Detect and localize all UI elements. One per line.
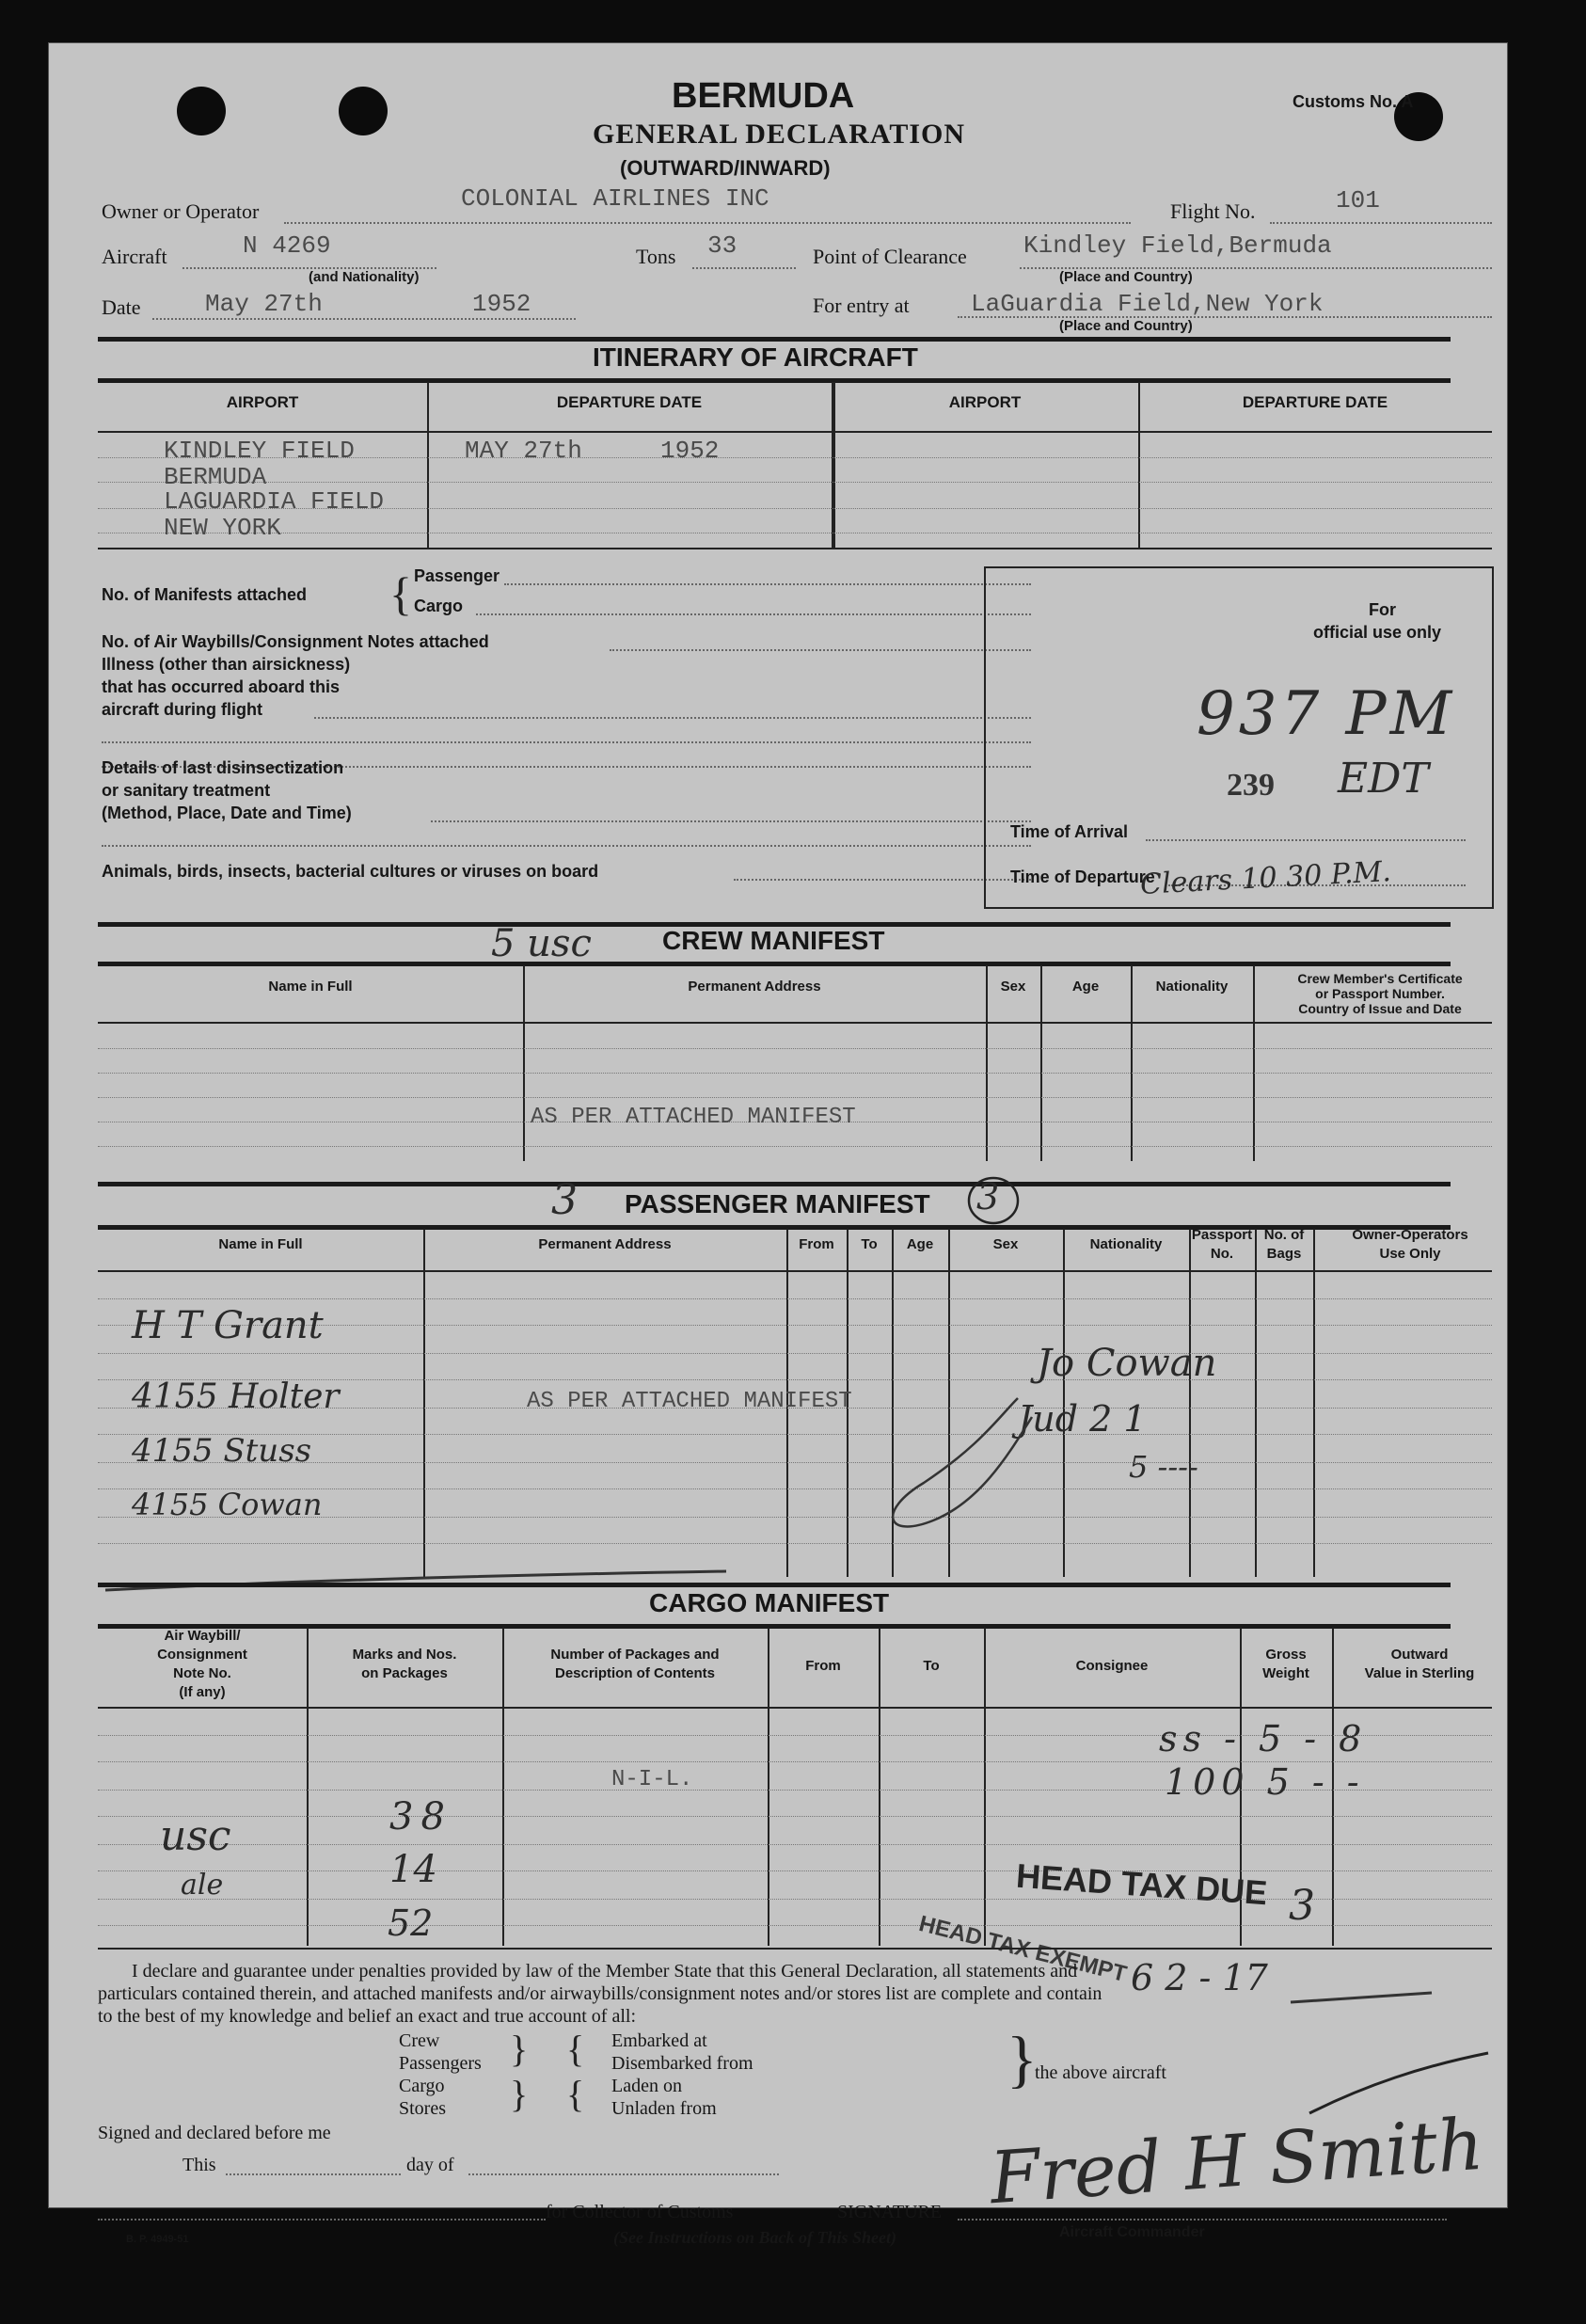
crew-col-sex: Sex bbox=[1000, 979, 1026, 995]
date-label: Date bbox=[102, 295, 141, 319]
passenger-col-address: Permanent Address bbox=[538, 1236, 672, 1252]
cargo-hand-mark-1: 38 bbox=[389, 1795, 452, 1839]
illness-line-1: Illness (other than airsickness) bbox=[102, 655, 351, 674]
cargo-col-waybill-1: Air Waybill/ bbox=[164, 1628, 241, 1644]
passenger-col-bags-2: Bags bbox=[1266, 1246, 1302, 1262]
cargo-col-value-2: Value in Sterling bbox=[1364, 1665, 1475, 1681]
commander-signature: Fred H Smith bbox=[987, 2101, 1486, 2221]
manifest-cargo: Cargo bbox=[414, 597, 464, 615]
official-hand-time: 937 PM bbox=[1197, 679, 1456, 749]
crew-col-age: Age bbox=[1071, 979, 1100, 995]
signature-label: SIGNATURE bbox=[837, 2202, 943, 2222]
declaration-left-3: Cargo bbox=[399, 2076, 445, 2096]
crew-col-address: Permanent Address bbox=[688, 979, 821, 995]
aircraft-value: N 4269 bbox=[243, 231, 331, 260]
declaration-left-2: Passengers bbox=[399, 2053, 482, 2074]
official-hand-departure: Clears 10 30 P.M. bbox=[1139, 855, 1392, 901]
illness-line-3: aircraft during flight bbox=[102, 700, 262, 719]
passenger-col-from: From bbox=[799, 1236, 834, 1252]
cargo-hand-mark-2: 14 bbox=[389, 1848, 437, 1891]
collector-label: for Collector of Customs bbox=[546, 2202, 734, 2222]
passenger-col-age: Age bbox=[906, 1236, 934, 1252]
cargo-hand-mark-3: 52 bbox=[388, 1902, 434, 1944]
signed-label: Signed and declared before me bbox=[98, 2123, 331, 2143]
date-year: 1952 bbox=[472, 290, 531, 318]
official-hand-zone: EDT bbox=[1338, 755, 1429, 803]
official-title-2: official use only bbox=[1313, 623, 1442, 642]
passenger-hand-right-2: Jud 2 1 bbox=[1018, 1398, 1147, 1440]
crew-title: CREW MANIFEST bbox=[662, 926, 885, 955]
cargo-col-from: From bbox=[805, 1658, 841, 1674]
head-tax-exempt-value: 6 2 - 17 bbox=[1131, 1957, 1268, 1998]
passenger-hand-right-3: 5 ---- bbox=[1129, 1449, 1198, 1485]
owner-label: Owner or Operator bbox=[102, 199, 260, 223]
passenger-col-owner-2: Use Only bbox=[1379, 1246, 1441, 1262]
cargo-col-waybill-3: Note No. bbox=[173, 1665, 231, 1681]
cargo-hand-consignee-2: 100 5 - - bbox=[1165, 1761, 1365, 1803]
passenger-hand-row-2: 4155 Holter bbox=[132, 1377, 340, 1416]
punch-hole bbox=[339, 87, 388, 135]
clearance-label: Point of Clearance bbox=[813, 245, 967, 268]
tons-value: 33 bbox=[707, 231, 737, 260]
waybills-label: No. of Air Waybills/Consignment Notes attached bbox=[102, 632, 489, 651]
owner-value: COLONIAL AIRLINES INC bbox=[461, 184, 769, 213]
punch-hole bbox=[177, 87, 226, 135]
declaration-sheet: BERMUDA GENERAL DECLARATION (OUTWARD/INWARD) Customs No. A Owner or Operator COLONIAL AIRLINES INC Flight No. 101 Aircraft N 4269 (and Nationality) Tons 33 Point of Clearance Kindley Field,Bermuda (Place and Country) Date May 27th 1952 For entry at LaGuardia Field,New York (Place and Country) ITINERARY OF AIRCRAFT AIRPORT DEPARTURE DATE AIRPORT DEPARTURE DATE KINDLEY FIELD BERMUDA LAGUARDIA FIELD NEW YORK MAY 27th 1952 No. of Manifests attached { Passenger Cargo No. of Air Waybills/Consignment Notes attached Illness (other than airsickness) that has occurred aboard this aircraft during flight Details of last disinsectization or sanitary treatment (Method, Place, Date and Time) Animals, birds, insects, bacterial cultures or viruses on board For official use only 937 PM 239 EDT Time of Arrival Time of Departure Clears 10 30 P.M. 5 usc CREW MANIFEST Name in Full Permanent Address Sex Age Nationality Crew Member's Certificate or Passport Number. Country of Issue and Date AS PER ATTACHED MANIFEST 3 PASSENGER MANIFEST 3 Name in Full Permanent Address From To Age Sex Nationality Passport No. No. of Bags Owner-Operators Use Only AS PER ATTACHED MANIFEST H T Grant 4155 Holter 4155 Stuss 4155 Cowan Jo Cowan Jud 2 1 5 ---- CARGO MANIFEST Air Waybill/ Consignment Note No. (If any) Marks and Nos. on Packages Number of Packages and Description of Contents From To Consignee Gross Weight Outward Value in Sterling N-I-L. 38 14 52 usc ale ss - 5 - 8 100 5 - - HEAD TAX DUE 3 HEAD TAX EXEMPT 6 2 - 17 I declare and guarantee under penalties provided by law of the Member State that this General Declaration, all statements and particulars contained therein, and attached manifests and/or airwaybills/consignment notes and/or stores list are complete and contain to the best of my knowledge and belief an exact and true account of all: Crew Passengers Cargo Stores } } { { Embarked at Disembarked from Laden on Unladen from } the above aircraft Signed and declared before me This day of for Collector of Customs SIGNATURE Fred H Smith Aircraft Commander (See Instructions on Back of This Sheet) B. P. 4949-51 bbox=[49, 43, 1507, 2207]
signature-loop bbox=[867, 1379, 1093, 1539]
cargo-nil: N-I-L. bbox=[611, 1767, 693, 1792]
crew-col-cert-1: Crew Member's Certificate bbox=[1297, 971, 1463, 986]
instructions: (See Instructions on Back of This Sheet) bbox=[613, 2228, 897, 2247]
cargo-col-waybill-4: (If any) bbox=[179, 1684, 226, 1700]
passenger-hand-row-1: H T Grant bbox=[132, 1304, 324, 1347]
passenger-col-nationality: Nationality bbox=[1089, 1236, 1163, 1252]
declaration-left-1: Crew bbox=[399, 2030, 440, 2051]
passenger-hand-circled: 3 bbox=[976, 1176, 1000, 1218]
flight-value: 101 bbox=[1336, 186, 1380, 215]
declaration-right-3: Laden on bbox=[611, 2076, 682, 2096]
commander-label: Aircraft Commander bbox=[1059, 2224, 1205, 2240]
signature-stroke bbox=[1309, 2047, 1498, 2123]
clearance-note: (Place and Country) bbox=[1059, 269, 1193, 285]
customs-number: Customs No. A bbox=[1293, 92, 1414, 111]
declaration-line-2: particulars contained therein, and attached manifests and/or airwaybills/consignment notes and/or stores list are complete and contain bbox=[98, 1983, 1102, 2004]
head-tax-due-value: 3 bbox=[1289, 1882, 1315, 1930]
manifests-label: No. of Manifests attached bbox=[102, 585, 308, 604]
head-tax-due-stamp: HEAD TAX DUE bbox=[1014, 1855, 1269, 1913]
passenger-col-passport-1: Passport bbox=[1191, 1227, 1253, 1243]
cargo-col-consignee: Consignee bbox=[1075, 1658, 1149, 1674]
manifest-passenger: Passenger bbox=[414, 566, 500, 585]
departure-label: Time of Departure bbox=[1010, 868, 1155, 886]
official-title-1: For bbox=[1369, 600, 1396, 619]
circle-mark bbox=[963, 1172, 1020, 1229]
declaration-left-4: Stores bbox=[399, 2098, 446, 2119]
form-number: B. P. 4949-51 bbox=[126, 2234, 189, 2245]
aircraft-label: Aircraft bbox=[102, 245, 167, 268]
illness-line-2: that has occurred aboard this bbox=[102, 677, 341, 696]
passenger-hand-row-3: 4155 Stuss bbox=[132, 1432, 312, 1470]
cargo-hand-left-2: ale bbox=[181, 1869, 224, 1902]
cargo-hand-consignee-1: ss - 5 - 8 bbox=[1159, 1718, 1368, 1759]
crew-col-name: Name in Full bbox=[268, 979, 353, 995]
cargo-col-value-1: Outward bbox=[1390, 1647, 1449, 1663]
tons-label: Tons bbox=[636, 245, 676, 268]
date-value: May 27th bbox=[205, 290, 323, 318]
cargo-hand-left-1: usc bbox=[160, 1812, 231, 1860]
disinsect-line-1: Details of last disinsectization bbox=[102, 758, 344, 777]
cargo-col-gross-1: Gross bbox=[1265, 1647, 1307, 1663]
declaration-right-4: Unladen from bbox=[611, 2098, 717, 2119]
aircraft-note: (and Nationality) bbox=[309, 269, 420, 285]
clearance-value: Kindley Field,Bermuda bbox=[1023, 231, 1332, 260]
entry-note: (Place and Country) bbox=[1059, 318, 1193, 334]
passenger-col-passport-2: No. bbox=[1210, 1246, 1234, 1262]
declaration-right-1: Embarked at bbox=[611, 2030, 707, 2051]
declaration-line-1: I declare and guarantee under penalties provided by law of the Member State that this General Declaration, all statements and bbox=[132, 1961, 1078, 1982]
passenger-col-bags-1: No. of bbox=[1263, 1227, 1305, 1243]
itinerary-year-1: 1952 bbox=[660, 437, 720, 465]
passenger-col-name: Name in Full bbox=[218, 1236, 303, 1252]
cargo-col-waybill-2: Consignment bbox=[157, 1647, 247, 1663]
entry-label: For entry at bbox=[813, 294, 910, 317]
disinsect-line-2: or sanitary treatment bbox=[102, 781, 271, 800]
cargo-col-gross-2: Weight bbox=[1262, 1665, 1309, 1681]
flight-label: Flight No. bbox=[1170, 199, 1256, 223]
itinerary-airport-3: LAGUARDIA FIELD bbox=[164, 487, 385, 516]
official-stamp-number: 239 bbox=[1227, 768, 1275, 803]
passenger-col-to: To bbox=[861, 1236, 878, 1252]
itinerary-col-airport-2: AIRPORT bbox=[948, 393, 1022, 411]
crew-col-cert-2: or Passport Number. bbox=[1315, 986, 1445, 1001]
form-subtitle: GENERAL DECLARATION bbox=[593, 119, 966, 150]
crew-hand-note: 5 usc bbox=[491, 922, 592, 965]
animals-label: Animals, birds, insects, bacterial cultures or viruses on board bbox=[102, 862, 599, 881]
itinerary-col-departure-2: DEPARTURE DATE bbox=[1242, 393, 1388, 411]
itinerary-title: ITINERARY OF AIRCRAFT bbox=[593, 342, 918, 372]
itinerary-date-1: MAY 27th bbox=[465, 437, 582, 465]
passenger-hand-right-1: Jo Cowan bbox=[1037, 1342, 1217, 1385]
form-direction: (OUTWARD/INWARD) bbox=[620, 156, 831, 180]
passenger-col-sex: Sex bbox=[992, 1236, 1019, 1252]
passenger-col-owner-1: Owner-Operators bbox=[1352, 1227, 1468, 1243]
head-tax-exempt-stamp: HEAD TAX EXEMPT bbox=[916, 1911, 1130, 1987]
declaration-right-2: Disembarked from bbox=[611, 2053, 753, 2074]
cargo-title: CARGO MANIFEST bbox=[649, 1588, 890, 1617]
declaration-line-3: to the best of my knowledge and belief an exact and true account of all: bbox=[98, 2006, 637, 2027]
cargo-col-packages-2: Description of Contents bbox=[554, 1665, 715, 1681]
arrival-label: Time of Arrival bbox=[1010, 822, 1129, 841]
itinerary-airport-4: NEW YORK bbox=[164, 514, 281, 542]
day-of-label: day of bbox=[406, 2155, 454, 2175]
itinerary-airport-1: KINDLEY FIELD bbox=[164, 437, 355, 465]
crew-col-cert-3: Country of Issue and Date bbox=[1298, 1001, 1462, 1016]
cargo-col-to: To bbox=[923, 1658, 940, 1674]
form-title: BERMUDA bbox=[672, 76, 855, 116]
disinsect-line-3: (Method, Place, Date and Time) bbox=[102, 804, 352, 822]
cargo-col-marks-1: Marks and Nos. bbox=[352, 1647, 457, 1663]
passenger-hand-count: 3 bbox=[551, 1176, 578, 1224]
cargo-col-packages-1: Number of Packages and bbox=[550, 1647, 720, 1663]
passenger-hand-row-4: 4155 Cowan bbox=[132, 1487, 323, 1522]
passenger-note: AS PER ATTACHED MANIFEST bbox=[527, 1389, 852, 1414]
itinerary-col-airport: AIRPORT bbox=[226, 393, 299, 411]
itinerary-airport-2: BERMUDA bbox=[164, 463, 267, 491]
cargo-col-marks-2: on Packages bbox=[361, 1665, 448, 1681]
crew-note: AS PER ATTACHED MANIFEST bbox=[531, 1105, 856, 1130]
entry-value: LaGuardia Field,New York bbox=[971, 290, 1324, 318]
this-label: This bbox=[182, 2155, 216, 2175]
above-aircraft: the above aircraft bbox=[1035, 2062, 1166, 2083]
itinerary-col-departure: DEPARTURE DATE bbox=[556, 393, 703, 411]
passenger-title: PASSENGER MANIFEST bbox=[625, 1189, 930, 1218]
hand-stroke bbox=[1291, 1989, 1441, 2008]
crew-col-nationality: Nationality bbox=[1155, 979, 1229, 995]
